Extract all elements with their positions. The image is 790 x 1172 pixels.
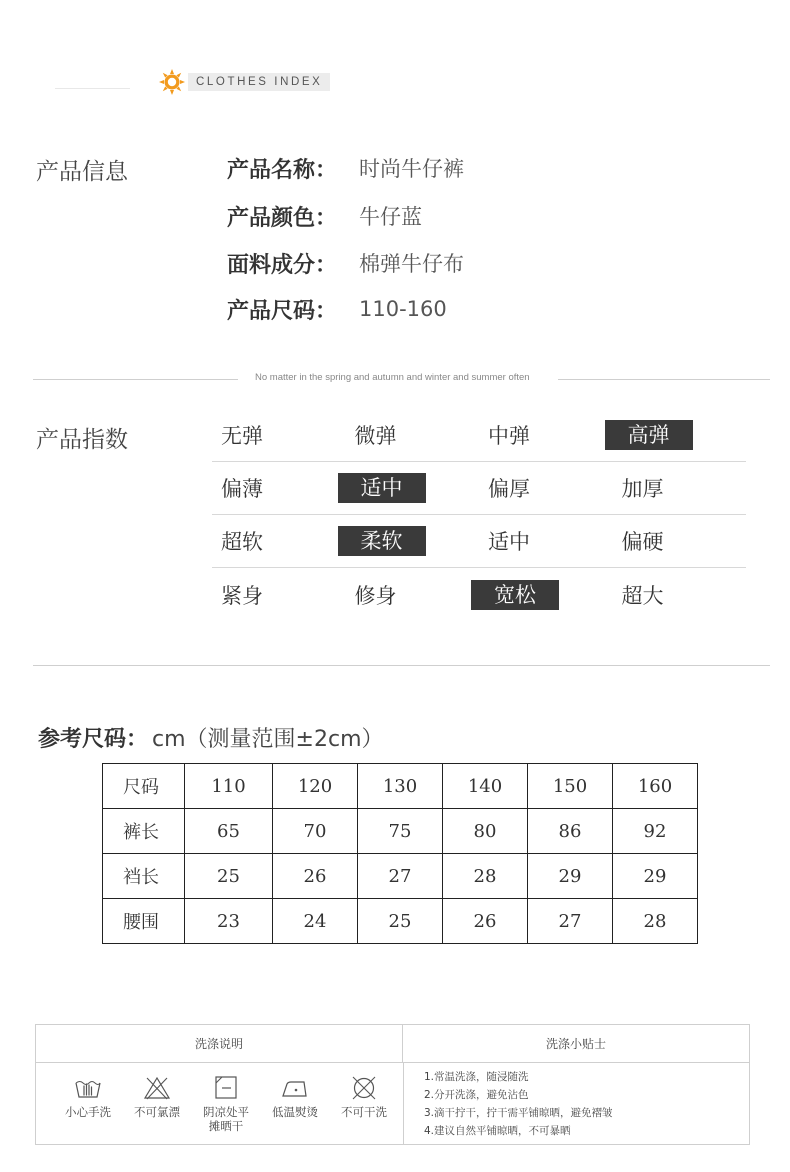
index-row-elasticity [212, 409, 746, 462]
index-option: 适中 [488, 530, 530, 554]
table-cell: 25 [185, 854, 273, 899]
table-cell: 26 [273, 854, 358, 899]
info-key: 产品名称： [227, 157, 338, 183]
care-item [192, 1075, 260, 1133]
index-option: 超大 [621, 583, 664, 608]
table-cell: 140 [443, 764, 528, 809]
care-label: 低温熨烫 [272, 1105, 318, 1119]
care-instructions-box [35, 1024, 750, 1145]
index-option-selected: 柔软 [338, 526, 426, 556]
care-item [54, 1075, 122, 1133]
index-option: 修身 [354, 583, 397, 608]
table-row [103, 809, 698, 854]
hand-wash-icon [73, 1075, 103, 1101]
info-row-color [227, 201, 422, 231]
table-cell: 27 [528, 899, 613, 944]
index-option-selected: 宽松 [471, 580, 559, 610]
info-key: 产品颜色： [227, 205, 338, 231]
info-row-name [227, 153, 464, 183]
table-cell: 24 [273, 899, 358, 944]
care-tip: 4.建议自然平铺晾晒，不可暴晒 [424, 1125, 571, 1137]
index-option: 偏厚 [488, 477, 530, 501]
care-divider [403, 1063, 404, 1145]
info-row-fabric [227, 248, 464, 278]
product-info-title: 产品信息 [36, 159, 128, 185]
table-cell: 29 [613, 854, 698, 899]
size-table [102, 763, 698, 944]
clothes-index-badge [158, 68, 330, 96]
table-cell: 75 [358, 809, 443, 854]
section-divider [33, 665, 770, 666]
table-cell: 27 [358, 854, 443, 899]
info-value: 时尚牛仔裤 [359, 157, 464, 181]
table-cell: 160 [613, 764, 698, 809]
index-option: 无弹 [221, 424, 263, 448]
index-option: 微弹 [354, 424, 397, 448]
info-row-size [227, 294, 447, 324]
header-decor-line [55, 88, 130, 89]
table-cell: 86 [528, 809, 613, 854]
table-cell: 120 [273, 764, 358, 809]
table-cell: 28 [443, 854, 528, 899]
low-iron-icon [280, 1075, 310, 1101]
table-row [103, 899, 698, 944]
care-right-title: 洗涤小贴士 [403, 1025, 749, 1063]
table-cell: 25 [358, 899, 443, 944]
care-tip: 1.常温洗涤，随浸随洗 [424, 1071, 529, 1083]
care-label: 小心手洗 [65, 1105, 111, 1119]
index-option-selected: 高弹 [605, 420, 693, 450]
care-tip: 2.分开洗涤，避免沾色 [424, 1089, 529, 1101]
size-chart-heading [38, 722, 384, 753]
index-option: 加厚 [621, 477, 664, 501]
info-key: 面料成分： [227, 252, 338, 278]
care-item [261, 1075, 329, 1133]
care-tips [424, 1068, 613, 1140]
size-chart-subtitle: cm（测量范围±2cm） [152, 727, 384, 752]
no-bleach-icon [142, 1075, 172, 1101]
table-cell: 23 [185, 899, 273, 944]
table-cell: 70 [273, 809, 358, 854]
index-option: 偏薄 [221, 477, 263, 501]
care-icon-list [54, 1075, 399, 1133]
info-key: 产品尺码： [227, 298, 338, 324]
table-cell: 腰围 [103, 899, 185, 944]
table-cell: 28 [613, 899, 698, 944]
care-label: 不可氯漂 [134, 1105, 180, 1119]
table-cell: 29 [528, 854, 613, 899]
index-option: 紧身 [221, 583, 263, 608]
no-dry-clean-icon [349, 1075, 379, 1101]
info-value: 棉弹牛仔布 [359, 252, 464, 276]
index-option: 偏硬 [621, 530, 664, 554]
table-cell: 裆长 [103, 854, 185, 899]
care-label: 不可干洗 [341, 1105, 387, 1119]
index-row-fit [212, 568, 746, 621]
table-cell: 92 [613, 809, 698, 854]
product-index-title: 产品指数 [36, 427, 128, 453]
size-chart-title: 参考尺码： [38, 727, 149, 752]
table-cell: 65 [185, 809, 273, 854]
divider-line-right [558, 379, 770, 380]
care-label: 阴凉处平 摊晒干 [203, 1105, 249, 1133]
info-value: 牛仔蓝 [359, 205, 422, 229]
care-item [330, 1075, 398, 1133]
table-cell: 130 [358, 764, 443, 809]
table-cell: 110 [185, 764, 273, 809]
table-row [103, 854, 698, 899]
table-cell: 26 [443, 899, 528, 944]
index-row-thickness [212, 462, 746, 515]
info-value: 110-160 [359, 297, 447, 321]
care-item [123, 1075, 191, 1133]
care-tip: 3.滴干拧干，拧干需平铺晾晒，避免褶皱 [424, 1107, 613, 1119]
index-option: 超软 [221, 530, 263, 554]
table-header-row [103, 764, 698, 809]
product-index-grid [212, 409, 746, 621]
shade-dry-flat-icon [211, 1075, 241, 1101]
table-cell: 裤长 [103, 809, 185, 854]
table-cell: 150 [528, 764, 613, 809]
sun-icon [158, 68, 186, 96]
index-option-selected: 适中 [338, 473, 426, 503]
header-badge-text: CLOTHES INDEX [188, 73, 330, 91]
index-option: 中弹 [488, 424, 530, 448]
care-left-title: 洗涤说明 [36, 1025, 403, 1063]
table-cell: 尺码 [103, 764, 185, 809]
divider-line-left [33, 379, 238, 380]
table-cell: 80 [443, 809, 528, 854]
index-row-softness [212, 515, 746, 568]
divider-caption: No matter in the spring and autumn and winter and summer often [255, 372, 530, 383]
